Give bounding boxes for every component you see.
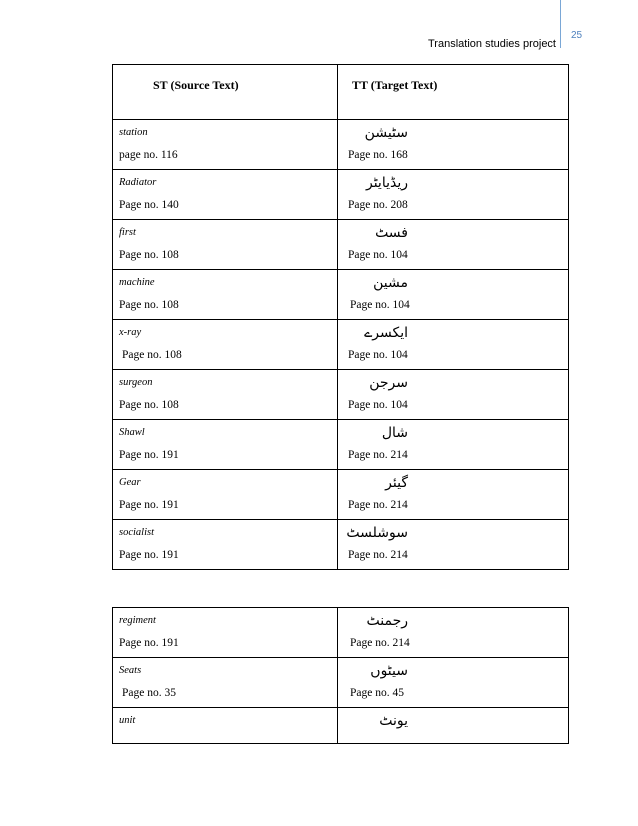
source-cell [113,708,338,744]
target-page: Page no. 104 [348,249,408,261]
target-page: Page no. 214 [348,449,408,461]
table-row [113,420,569,470]
source-word: x-ray [119,327,142,338]
target-cell [338,220,569,270]
target-cell [338,708,569,744]
source-word: socialist [119,527,155,538]
target-page: Page no. 208 [348,199,408,211]
table-row [113,520,569,570]
source-page: Page no. 108 [119,399,179,411]
source-word: machine [119,277,155,288]
source-page: Page no. 191 [119,549,179,561]
header-st [113,65,338,120]
target-page: Page no. 168 [348,149,408,161]
target-word: ایکسرے [364,325,408,341]
source-cell [113,220,338,270]
page-number: 25 [571,30,583,41]
source-cell [113,370,338,420]
target-page: Page no. 45 [350,687,404,699]
header-tt [338,65,569,120]
source-page: Page no. 108 [122,349,182,361]
source-cell [113,420,338,470]
document-header-title: Translation studies project [428,38,556,50]
target-cell [338,420,569,470]
source-cell [113,470,338,520]
target-page: Page no. 104 [348,399,408,411]
target-cell [338,120,569,170]
target-word: یونٹ [379,713,408,729]
header-tt-label: TT (Target Text) [352,78,438,92]
source-page: Page no. 35 [122,687,176,699]
source-word: Seats [119,665,142,676]
target-cell [338,370,569,420]
table-row [113,370,569,420]
table-row [113,658,569,708]
source-word: unit [119,715,136,726]
table-row [113,320,569,370]
table-row [113,220,569,270]
source-cell [113,608,338,658]
target-page: Page no. 104 [348,349,408,361]
target-cell [338,608,569,658]
source-cell [113,658,338,708]
target-cell [338,520,569,570]
table-row [113,170,569,220]
target-word: شال [381,425,408,441]
source-page: Page no. 191 [119,637,179,649]
target-word: سٹیشن [364,125,408,141]
source-word: station [119,127,148,138]
table-row [113,270,569,320]
source-cell [113,520,338,570]
target-cell [338,658,569,708]
source-cell [113,270,338,320]
source-page: Page no. 140 [119,199,179,211]
target-page: Page no. 214 [350,637,410,649]
source-page: Page no. 191 [119,499,179,511]
target-word: فسٹ [375,225,408,241]
target-word: سوشلسٹ [346,525,408,541]
target-page: Page no. 214 [348,549,408,561]
source-word: first [119,227,136,238]
target-word: گیئر [385,475,408,491]
translation-table-1 [112,64,569,570]
target-cell [338,470,569,520]
source-page: Page no. 191 [119,449,179,461]
target-word: سیٹوں [370,663,408,679]
table-row [113,708,569,744]
target-word: مشین [373,275,408,291]
target-cell [338,320,569,370]
target-word: ریڈیایٹر [365,175,408,191]
table-row [113,120,569,170]
source-page: Page no. 108 [119,249,179,261]
table-row [113,470,569,520]
source-word: Gear [119,477,141,488]
source-word: Radiator [119,177,157,188]
source-word: Shawl [119,427,145,438]
source-cell [113,320,338,370]
source-word: surgeon [119,377,153,388]
target-cell [338,170,569,220]
target-page: Page no. 104 [350,299,410,311]
target-word: رجمنٹ [366,613,408,629]
table-row [113,608,569,658]
target-word: سرجن [369,375,408,391]
table-header-row [113,65,569,120]
page-number-divider [560,0,561,48]
target-page: Page no. 214 [348,499,408,511]
source-cell [113,120,338,170]
header-st-label: ST (Source Text) [153,78,239,92]
target-cell [338,270,569,320]
source-cell [113,170,338,220]
translation-table-2 [112,607,569,744]
source-word: regiment [119,615,156,626]
source-page: Page no. 108 [119,299,179,311]
source-page: page no. 116 [119,149,178,161]
